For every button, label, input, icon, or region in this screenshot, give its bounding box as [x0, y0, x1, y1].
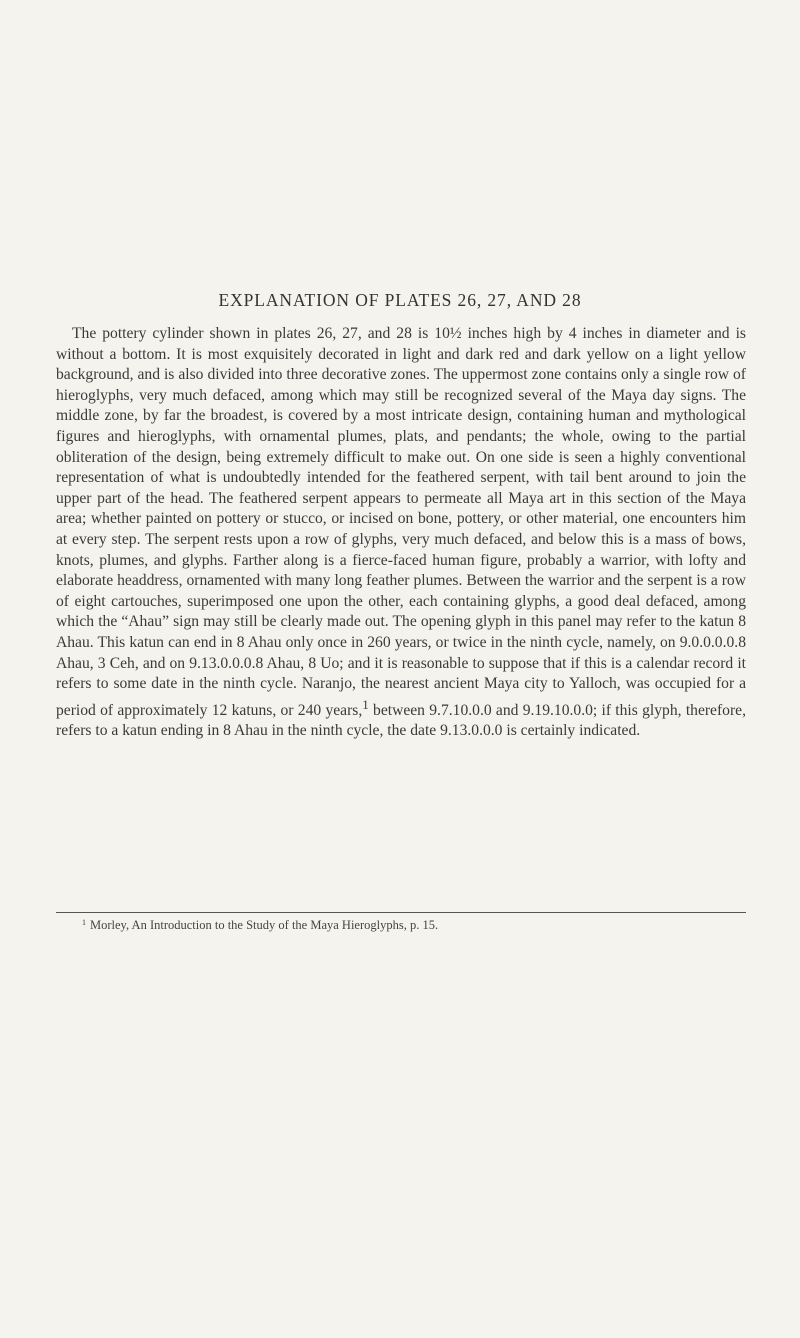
footnote [82, 918, 438, 933]
footnote-text: Morley, An Introduction to the Study of the Maya Hieroglyphs, p. 15. [90, 918, 439, 932]
footnote-reference: 1 [362, 696, 369, 712]
page-heading: EXPLANATION OF PLATES 26, 27, AND 28 [218, 290, 582, 310]
footnote-marker: 1 [82, 918, 86, 927]
body-text [56, 324, 746, 742]
paragraph-text: The pottery cylinder shown in plates 26, 27, and 28 is 10½ inches high by 4 inches in diameter and is without a bottom. It is most exquisitely decorated in light and dark red and dark yellow on a light yellow background, and is also divided into three decorative zones. The uppermost zone contains only a single row of hieroglyphs, very much defaced, among which may still be recognized several of the Maya day signs. The middle zone, by far the broadest, is covered by a most intricate design, containing human and mythological figures and hieroglyphs, with ornamental plumes, plats, and pendants; the whole, owing to the partial obliteration of the design, being extremely difficult to make out. On one side is seen a highly conventional representation of what is undoubtedly intended for the feathered serpent, with tail bent around to join the upper part of the head. The feathered serpent appears to permeate all Maya art in this section of the Maya area; whether painted on pottery or stucco, or incised on bone, pottery, or other material, one encounters him at every step. The serpent rests upon a row of glyphs, very much defaced, and below this is a mass of bows, knots, plumes, and glyphs. Farther along is a fierce-faced human figure, probably a warrior, with lofty and elaborate headdress, ornamented with many long feather plumes. Between the warrior and the serpent is a row of eight cartouches, superimposed one upon the other, each containing glyphs, a good deal defaced, among which the “Ahau” sign may still be clearly made out. The opening glyph in this panel may refer to the katun 8 Ahau. This katun can end in 8 Ahau only once in 260 years, or twice in the ninth cycle, namely, on 9.0.0.0.0.8 Ahau, 3 Ceh, and on 9.13.0.0.0.8 Ahau, 8 Uo; and it is reasonable to suppose that if this is a calendar record it refers to some date in the ninth cycle. Naranjo, the nearest ancient Maya city to Yalloch, was occupied for a period of approximately 12 katuns, or 240 years, [56, 325, 746, 719]
main-paragraph [56, 324, 746, 742]
footnote-divider [56, 912, 746, 913]
paragraph-text-end: between 9.7.10.0.0 and 9.19.10.0.0; if this glyph, therefore, refers to a katun ending in 8 Ahau in the ninth cycle, the date 9.13.0.0.0 is certainly indicated. [56, 701, 746, 740]
